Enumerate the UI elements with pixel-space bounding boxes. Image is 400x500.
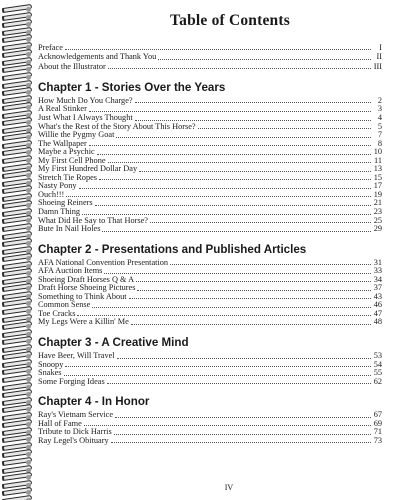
entry-page: 5	[377, 121, 382, 131]
entry-page: 71	[373, 427, 382, 437]
dot-leader	[129, 293, 371, 299]
dot-leader	[111, 437, 371, 443]
entry-page: 54	[373, 359, 382, 369]
entry-page: 33	[373, 266, 382, 276]
entry-title: Bute In Nail Holes	[38, 224, 101, 234]
binding-hole	[26, 75, 31, 80]
dot-leader	[107, 378, 371, 384]
front-matter-list	[38, 43, 382, 71]
spiral-binding	[0, 0, 34, 500]
chapter-heading: Chapter 2 - Presentations and Published Articles	[38, 242, 307, 256]
dot-leader	[137, 285, 371, 291]
entry-title: How Much Do You Charge?	[38, 95, 133, 105]
dot-leader	[136, 276, 371, 282]
dot-leader	[65, 44, 371, 50]
dot-leader	[139, 166, 371, 172]
entry-title: My First Hundred Dollar Day	[38, 164, 138, 174]
toc-entry[interactable]	[38, 378, 382, 387]
toc-entry[interactable]	[38, 437, 382, 446]
entry-page: 62	[373, 376, 382, 386]
entry-title: Willie the Pygmy Goat	[38, 130, 115, 140]
dot-leader	[65, 361, 371, 367]
entry-page: 69	[373, 418, 382, 428]
toc-entry[interactable]	[38, 131, 382, 140]
dot-leader	[92, 302, 371, 308]
dot-leader	[116, 132, 371, 138]
entry-title: About the Illustrator	[38, 61, 106, 71]
chapter-heading: Chapter 1 - Stories Over the Years	[38, 80, 226, 94]
entry-title: What Did He Say to That Horse?	[38, 215, 148, 225]
entry-page: 17	[373, 181, 382, 191]
entry-page: 3	[377, 104, 382, 114]
entry-page: II	[376, 52, 382, 62]
chapter-section	[38, 242, 382, 327]
dot-leader	[84, 420, 371, 426]
entry-title: Snakes	[38, 368, 62, 378]
dot-leader	[97, 149, 371, 155]
entry-title: Hall of Fame	[38, 418, 82, 428]
entry-title: Draft Horse Shoeing Pictures	[38, 283, 136, 293]
toc-entry[interactable]	[38, 352, 382, 361]
dot-leader	[131, 319, 371, 325]
entry-title: Some Forging Ideas	[38, 376, 105, 386]
entry-page: 10	[373, 147, 382, 157]
entry-title: AFA National Convention Presentation	[38, 257, 169, 267]
chapter-heading: Chapter 4 - In Honor	[38, 395, 150, 409]
toc-entry[interactable]	[38, 361, 382, 370]
entry-title: Damn Thing	[38, 207, 81, 216]
entry-title: The Wallpaper	[38, 138, 87, 148]
entry-page: 29	[373, 224, 382, 234]
entry-page: 34	[373, 274, 382, 284]
dot-leader	[102, 226, 371, 232]
entry-title: Ray's Vietnam Service	[38, 410, 114, 420]
dot-leader	[114, 429, 371, 435]
dot-leader	[108, 63, 371, 69]
dot-leader	[79, 183, 372, 189]
dot-leader	[77, 310, 371, 316]
entry-page: 55	[373, 368, 382, 378]
entry-title: What's the Rest of the Story About This Horse?	[38, 121, 196, 131]
dot-leader	[117, 353, 371, 359]
dot-leader	[170, 259, 371, 265]
toc-entry[interactable]	[38, 43, 382, 52]
entry-title: Snoopy	[38, 359, 64, 369]
dot-leader	[64, 370, 371, 376]
entry-title: Tribute to Dick Harris	[38, 427, 112, 437]
toc-entry[interactable]	[38, 52, 382, 61]
chapter-section	[38, 394, 382, 445]
dot-leader	[66, 191, 371, 197]
entry-page: 48	[373, 317, 382, 327]
entry-title: Something to Think About	[38, 291, 127, 301]
entry-title: Preface	[38, 43, 63, 52]
dot-leader	[82, 209, 371, 215]
binding-hole	[26, 377, 31, 382]
entry-title: Maybe a Psychic	[38, 147, 95, 157]
toc-entry[interactable]	[38, 225, 382, 234]
entry-title: My First Cell Phone	[38, 155, 106, 165]
entry-title: Nasty Pony	[38, 181, 77, 191]
dot-leader	[104, 268, 371, 274]
entry-page: 37	[373, 283, 382, 293]
entry-page: 11	[374, 155, 382, 165]
dot-leader	[135, 115, 371, 121]
binding-hole	[26, 226, 31, 231]
entry-title: Ouch!!!	[38, 189, 65, 199]
entry-title: Have Beer, Will Travel	[38, 351, 115, 361]
entry-page: 21	[373, 198, 382, 208]
entry-page: 31	[373, 257, 382, 267]
toc-entry[interactable]	[38, 97, 382, 106]
dot-leader	[198, 123, 371, 129]
entry-title: A Real Stinker	[38, 104, 87, 114]
toc-entry[interactable]	[38, 318, 382, 327]
toc-entry[interactable]	[38, 174, 382, 183]
dot-leader	[115, 412, 371, 418]
entry-page: 4	[377, 112, 382, 122]
dot-leader	[89, 140, 371, 146]
dot-leader	[150, 217, 371, 223]
toc-entry[interactable]	[38, 182, 382, 191]
entry-title: Toe Cracks	[38, 308, 76, 318]
entry-title: Just What I Always Thought	[38, 112, 133, 122]
entry-page: 25	[373, 215, 382, 225]
entry-title: My Legs Were a Killin' Me	[38, 317, 129, 327]
entry-title: Shoeing Reiners	[38, 198, 93, 208]
entry-page: I	[379, 43, 382, 52]
entry-page: 47	[373, 308, 382, 318]
entry-title: Stretch Tie Ropes	[38, 172, 98, 182]
entry-title: Common Sense	[38, 300, 91, 310]
toc-entry[interactable]	[38, 301, 382, 310]
entry-page: 13	[373, 164, 382, 174]
toc-page	[34, 0, 400, 500]
chapter-section	[38, 335, 382, 386]
entry-title: Shoeing Draft Horses Q & A	[38, 274, 135, 284]
dot-leader	[108, 157, 371, 163]
entry-page: 73	[373, 435, 382, 445]
entry-page: III	[373, 61, 382, 71]
page-title: Table of Contents	[170, 12, 290, 29]
entry-page: 23	[373, 207, 382, 216]
toc-entry[interactable]	[38, 62, 382, 71]
entry-page: 2	[377, 95, 382, 105]
entry-title: Ray Legel's Obituary	[38, 435, 109, 445]
page-number-footer: IV	[224, 483, 234, 492]
dot-leader	[135, 97, 371, 103]
entry-title: Acknowledgements and Thank You	[38, 52, 157, 62]
dot-leader	[158, 54, 371, 60]
entry-page: 46	[373, 300, 382, 310]
entry-page: 7	[377, 130, 382, 140]
toc-entry[interactable]	[38, 411, 382, 420]
entry-page: 43	[373, 291, 382, 301]
entry-page: 15	[373, 172, 382, 182]
dot-leader	[89, 106, 371, 112]
entry-page: 67	[373, 410, 382, 420]
dot-leader	[99, 174, 371, 180]
entry-page: 19	[373, 189, 382, 199]
entry-page: 53	[373, 351, 382, 361]
chapter-heading: Chapter 3 - A Creative Mind	[38, 336, 189, 350]
chapter-section	[38, 80, 382, 234]
toc-entry[interactable]	[38, 199, 382, 208]
chapters-container	[38, 80, 382, 446]
entry-title: AFA Auction Items	[38, 266, 103, 276]
dot-leader	[95, 200, 371, 206]
entry-page: 8	[377, 138, 382, 148]
